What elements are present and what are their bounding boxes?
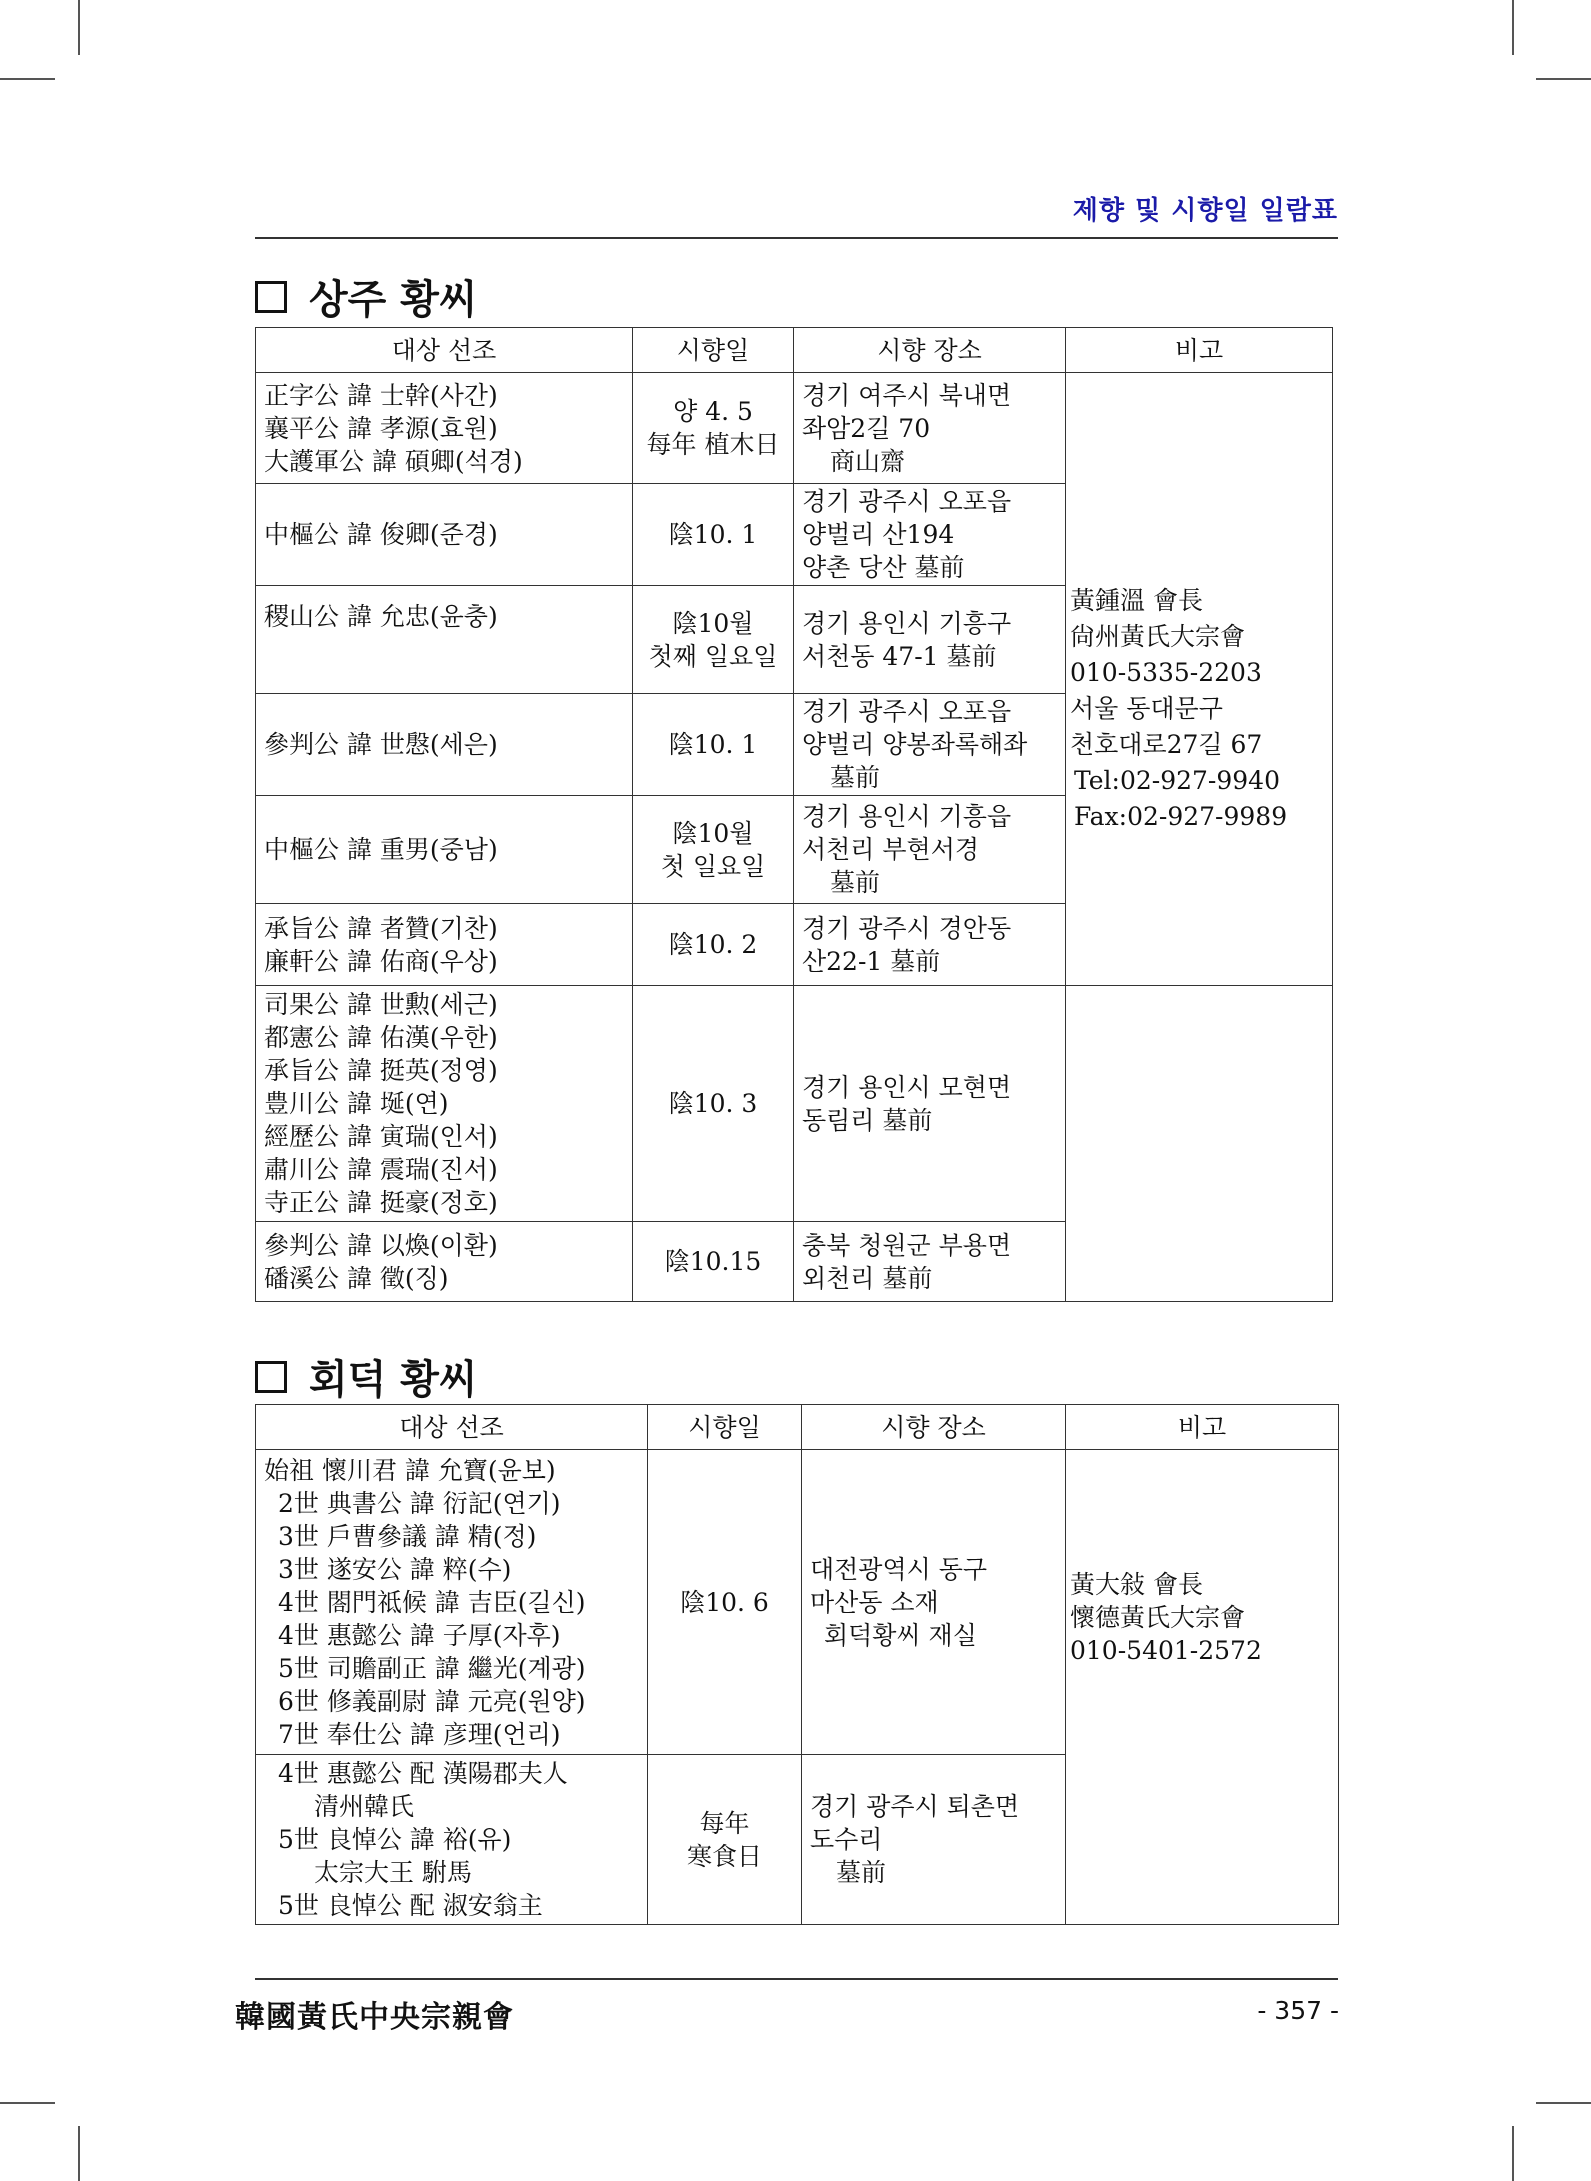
ancestor-line: 經歷公 諱 寅瑞(인서)	[264, 1122, 498, 1151]
place-line: 서천리 부현서경	[802, 835, 979, 864]
date-line: 陰10. 3	[668, 1089, 758, 1118]
column-header: 비고	[1066, 328, 1333, 373]
date-cell	[633, 904, 794, 986]
ancestors-cell	[256, 904, 633, 986]
date-line: 陰10. 1	[668, 730, 758, 759]
table-header-row	[256, 328, 1333, 373]
place-cell	[794, 586, 1066, 694]
date-cell	[633, 986, 794, 1222]
ancestor-line: 7世 奉仕公 諱 彦理(언리)	[278, 1719, 561, 1749]
place-line: 마산동 소재	[810, 1587, 939, 1617]
footer-rule	[255, 1978, 1338, 1980]
place-line: 경기 광주시 경안동	[802, 913, 1012, 943]
section-title-text: 회덕 황씨	[309, 1357, 478, 1403]
ancestor-line: 4世 惠懿公 配 漢陽郡夫人	[278, 1759, 568, 1788]
ancestors-cell	[256, 986, 633, 1222]
place-line: 도수리	[810, 1825, 883, 1854]
column-header: 시향 장소	[794, 328, 1066, 373]
date-line: 每年 植木日	[646, 430, 780, 459]
date-line: 陰10월	[672, 608, 754, 638]
place-line: 양촌 당산 墓前	[802, 553, 965, 582]
place-line: 외천리 墓前	[802, 1263, 933, 1293]
date-cell	[633, 484, 794, 586]
note-line: 010-5401-2572	[1070, 1636, 1262, 1665]
place-line: 서천동 47-1 墓前	[802, 641, 997, 671]
ancestor-line: 2世 典書公 諱 衍記(연기)	[278, 1488, 561, 1518]
note-line: Fax:02-927-9989	[1074, 802, 1288, 831]
ancestor-line: 5世 良悼公 諱 裕(유)	[278, 1825, 512, 1854]
ancestor-line: 太宗大王 駙馬	[314, 1858, 472, 1887]
ancestor-line: 承旨公 諱 者贊(기찬)	[264, 913, 498, 943]
date-line: 양 4. 5	[673, 397, 753, 426]
place-line: 경기 용인시 모현면	[802, 1072, 1012, 1102]
date-cell	[648, 1755, 802, 1925]
place-line: 경기 용인시 기흥읍	[802, 802, 1012, 831]
column-header: 시향일	[648, 1405, 802, 1450]
crop-mark	[0, 78, 55, 80]
date-line: 每年	[699, 1808, 750, 1838]
place-cell	[794, 484, 1066, 586]
ancestor-line: 中樞公 諱 俊卿(준경)	[264, 520, 498, 549]
column-header: 시향 장소	[802, 1405, 1066, 1450]
ancestors-cell	[256, 586, 633, 694]
place-line: 좌암2길 70	[802, 413, 931, 443]
ancestor-line: 4世 閤門祗候 諱 吉臣(길신)	[278, 1587, 586, 1617]
place-line: 墓前	[836, 1858, 887, 1887]
square-bullet-icon	[255, 1361, 287, 1393]
date-line: 寒食日	[686, 1841, 762, 1871]
date-cell	[633, 586, 794, 694]
column-header: 대상 선조	[256, 1405, 648, 1450]
header-rule	[255, 237, 1338, 239]
crop-mark	[78, 0, 80, 55]
ancestor-line: 都憲公 諱 佑漢(우한)	[264, 1023, 498, 1052]
ancestor-line: 肅川公 諱 震瑞(진서)	[264, 1155, 498, 1184]
running-header: 제향 및 시향일 일람표	[1072, 196, 1338, 226]
place-cell	[802, 1450, 1066, 1755]
ancestors-cell	[256, 1450, 648, 1755]
note-line: 黃鍾溫 會長	[1070, 586, 1203, 615]
ancestors-cell	[256, 373, 633, 484]
ancestor-line: 參判公 諱 以煥(이환)	[264, 1230, 498, 1260]
crop-mark	[1536, 2102, 1591, 2104]
table-row	[256, 1450, 1339, 1755]
ancestor-line: 司果公 諱 世勲(세근)	[264, 990, 498, 1019]
ancestor-line: 中樞公 諱 重男(중남)	[264, 835, 498, 864]
table-row	[256, 373, 1333, 484]
ancestor-line: 參判公 諱 世慇(세은)	[264, 730, 498, 759]
footer-org-logo: 韓國黃氏中央宗親會	[235, 2000, 514, 2035]
place-line: 산22-1 墓前	[802, 946, 941, 976]
date-line: 陰10.15	[664, 1247, 762, 1276]
note-line: Tel:02-927-9940	[1074, 766, 1280, 795]
place-line: 양벌리 산194	[802, 520, 955, 549]
crop-mark	[1512, 2126, 1514, 2181]
place-line: 경기 여주시 북내면	[802, 380, 1012, 410]
date-cell	[633, 373, 794, 484]
ancestors-cell	[256, 484, 633, 586]
crop-mark	[0, 2102, 55, 2104]
note-line: 천호대로27길 67	[1070, 730, 1263, 759]
date-cell	[648, 1450, 802, 1755]
place-line: 대전광역시 동구	[810, 1554, 987, 1584]
note-line: 서울 동대문구	[1070, 694, 1223, 723]
column-header: 시향일	[633, 328, 794, 373]
date-line: 陰10. 6	[680, 1587, 769, 1617]
place-line: 양벌리 양봉좌록해좌	[802, 730, 1028, 759]
crop-mark	[1512, 0, 1514, 55]
place-line: 경기 광주시 퇴촌면	[810, 1792, 1020, 1821]
place-cell	[794, 373, 1066, 484]
ancestor-line: 正字公 諱 士幹(사간)	[264, 380, 498, 410]
note-line: 黃大敍 會長	[1070, 1570, 1203, 1599]
ancestor-line: 豊川公 諱 埏(연)	[264, 1089, 449, 1118]
table-row	[256, 986, 1333, 1222]
place-cell	[794, 796, 1066, 904]
place-cell	[794, 986, 1066, 1222]
section-title-hoedeok	[255, 1348, 478, 1405]
page-number: - 357 -	[1257, 1996, 1339, 2025]
note-cell-empty	[1066, 986, 1333, 1302]
date-cell	[633, 694, 794, 796]
ancestor-line: 廉軒公 諱 佑商(우상)	[264, 946, 498, 976]
place-line: 墓前	[830, 763, 881, 792]
ancestor-line: 襄平公 諱 孝源(효원)	[264, 413, 498, 443]
ancestors-cell	[256, 1222, 633, 1302]
date-line: 陰10월	[672, 818, 754, 848]
note-line: 懷德黃氏大宗會	[1070, 1603, 1246, 1632]
place-line: 墓前	[830, 868, 881, 897]
crop-mark	[78, 2126, 80, 2181]
column-header: 대상 선조	[256, 328, 633, 373]
place-line: 경기 용인시 기흥구	[802, 608, 1012, 638]
place-cell	[794, 694, 1066, 796]
place-line: 商山齋	[830, 446, 906, 476]
place-cell	[794, 904, 1066, 986]
ancestors-cell	[256, 1755, 648, 1925]
place-line: 회덕황씨 재실	[824, 1620, 977, 1650]
note-line: 010-5335-2203	[1070, 658, 1262, 687]
note-cell	[1066, 373, 1333, 986]
hoedeok-table	[255, 1404, 1339, 1925]
ancestors-cell	[256, 694, 633, 796]
table-header-row	[256, 1405, 1339, 1450]
ancestor-line: 3世 遂安公 諱 粹(수)	[278, 1554, 512, 1584]
place-cell	[802, 1755, 1066, 1925]
square-bullet-icon	[255, 281, 287, 313]
place-line: 경기 광주시 오포읍	[802, 697, 1012, 726]
place-line: 경기 광주시 오포읍	[802, 487, 1012, 516]
date-line: 첫째 일요일	[648, 641, 778, 671]
section-title-sangju	[255, 268, 478, 325]
ancestor-line: 4世 惠懿公 諱 子厚(자후)	[278, 1620, 561, 1650]
place-cell	[794, 1222, 1066, 1302]
place-line: 동림리 墓前	[802, 1105, 933, 1135]
ancestor-line: 清州韓氏	[314, 1792, 415, 1821]
crop-mark	[1536, 78, 1591, 80]
note-cell	[1066, 1450, 1339, 1925]
ancestor-line: 3世 戶曹參議 諱 精(정)	[278, 1521, 537, 1551]
place-line: 충북 청원군 부용면	[802, 1230, 1012, 1260]
date-line: 陰10. 2	[668, 930, 758, 959]
ancestor-line: 5世 良悼公 配 淑安翁主	[278, 1891, 543, 1920]
section-title-text: 상주 황씨	[309, 277, 478, 323]
ancestor-line: 5世 司贍副正 諱 繼光(계광)	[278, 1653, 586, 1683]
sangju-table	[255, 327, 1333, 1302]
ancestor-line: 大護軍公 諱 碩卿(석경)	[264, 446, 523, 476]
date-cell	[633, 1222, 794, 1302]
ancestor-line: 寺正公 諱 挺豪(정호)	[264, 1188, 498, 1217]
date-line: 첫 일요일	[660, 851, 766, 881]
date-line: 陰10. 1	[668, 520, 758, 549]
ancestors-cell	[256, 796, 633, 904]
ancestor-line: 承旨公 諱 挺英(정영)	[264, 1056, 498, 1085]
column-header: 비고	[1066, 1405, 1339, 1450]
note-line: 尙州黃氏大宗會	[1070, 622, 1246, 651]
ancestor-line: 稷山公 諱 允忠(윤충)	[264, 602, 498, 631]
ancestor-line: 始祖 懷川君 諱 允寶(윤보)	[264, 1455, 556, 1485]
ancestor-line: 磻溪公 諱 徵(징)	[264, 1263, 449, 1293]
date-cell	[633, 796, 794, 904]
ancestor-line: 6世 修義副尉 諱 元亮(원양)	[278, 1686, 586, 1716]
